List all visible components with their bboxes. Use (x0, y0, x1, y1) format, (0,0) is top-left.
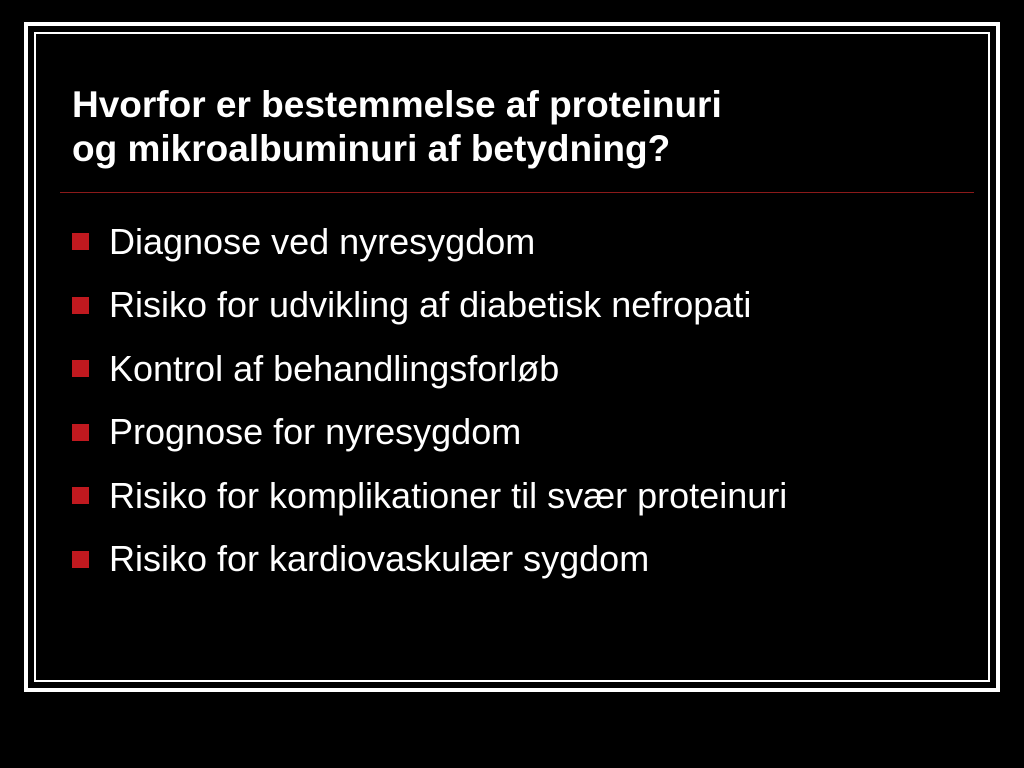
bullet-text: Risiko for udvikling af diabetisk nefropati (109, 284, 752, 326)
slide-title-line: og mikroalbuminuri af betydning? (72, 128, 671, 169)
square-bullet-icon (72, 424, 89, 441)
square-bullet-icon (72, 551, 89, 568)
list-item (72, 337, 787, 401)
square-bullet-icon (72, 233, 89, 250)
bullet-text: Risiko for komplikationer til svær proteinuri (109, 474, 788, 516)
bullet-text: Prognose for nyresygdom (109, 411, 522, 453)
bullet-text: Diagnose ved nyresygdom (109, 220, 536, 262)
title-divider (60, 192, 974, 193)
list-item (72, 528, 787, 592)
square-bullet-icon (72, 360, 89, 377)
list-item (72, 274, 787, 338)
slide-title (72, 83, 952, 171)
square-bullet-icon (72, 487, 89, 504)
bullet-text: Risiko for kardiovaskulær sygdom (109, 538, 650, 580)
list-item (72, 464, 787, 528)
slide-title-line: Hvorfor er bestemmelse af proteinuri (72, 84, 722, 125)
list-item (72, 401, 787, 465)
list-item (72, 210, 787, 274)
bullet-text: Kontrol af behandlingsforløb (109, 347, 560, 389)
bullet-list (72, 210, 787, 591)
square-bullet-icon (72, 297, 89, 314)
